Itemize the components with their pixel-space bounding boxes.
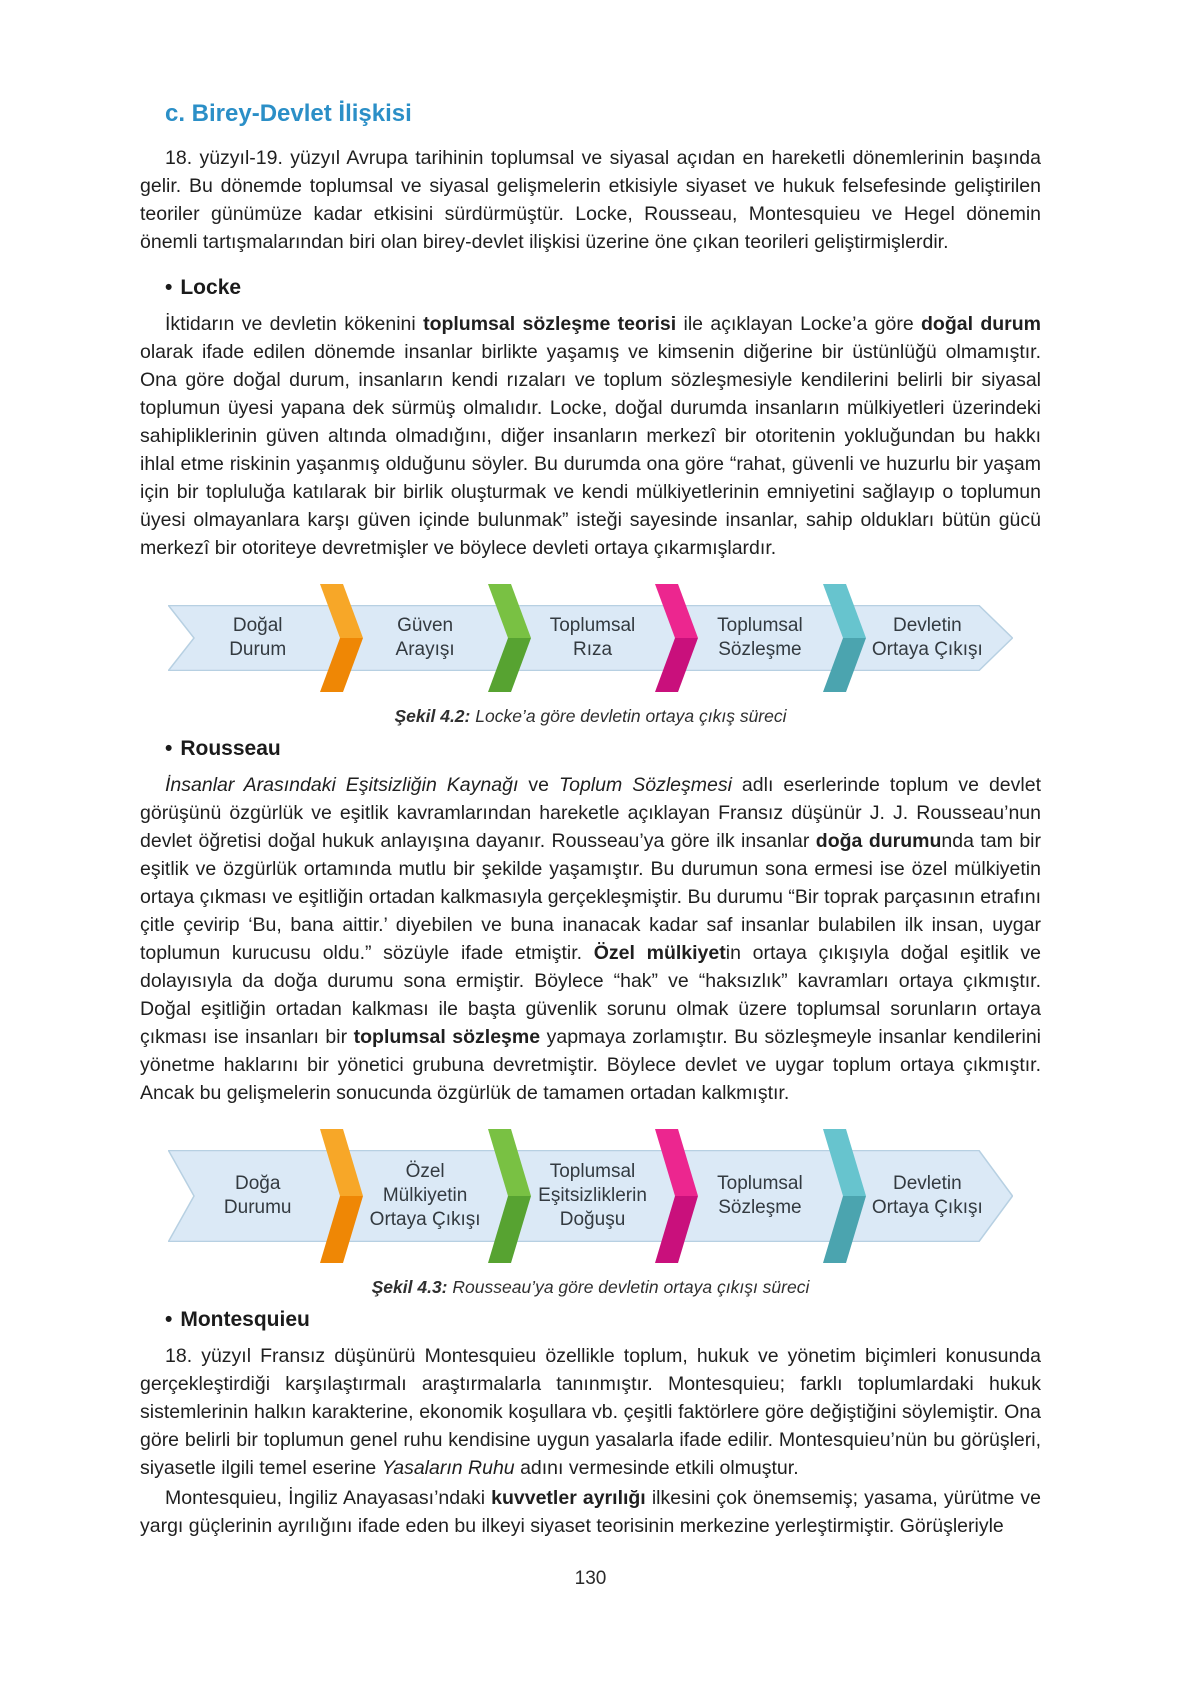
arrow-chevron-icon [317, 1129, 365, 1263]
bullet-icon: • [165, 276, 173, 299]
text-run: Montesquieu, İngiliz Anayasası’ndaki [165, 1487, 492, 1509]
text-run: olarak ifade edilen dönemde insanlar birlikte yaşamış ve kimsenin diğerine bir üstünlüğü olmamıştır. Ona göre doğal durum, insanların kendi rızaları ve toplum sözleşmesiyle kendilerini belirli bir siyasal toplumun üyesi yapana dek sürmüş olmalıdır. Locke, doğal durumda insanların mülkiyetleri üzerindeki sahipliklerinin güven altında olmadığını, diğer insanların merkezî bir otoritenin yokluğundan bu hakkı ihlal etme riskinin yaşanmış olduğunu söyler. Bu durumda ona göre “rahat, güvenli ve huzurlu bir yaşam için bir topluluğa katılarak bir birlik oluşturmak ve kendi mülkiyetlerinin emniyetini sağlayıp o toplumun üyesi olmayanlara karşı güven içinde bulunmak” isteği sayesinde insanlar, sahip oldukları bütün gücü merkezî bir otoriteye devretmişler ve böylece devleti ortaya çıkarmışlardır. [140, 341, 1041, 559]
bold-text: kuvvetler ayrılığı [491, 1487, 646, 1509]
figure-caption-text: Locke’a göre devletin ortaya çıkış süreci [470, 706, 787, 726]
flow-step-label: Özel Mülkiyetin Ortaya Çıkışı [369, 1161, 481, 1230]
figure-caption-text: Rousseau’ya göre devletin ortaya çıkışı süreci [447, 1277, 810, 1297]
text-run: nda tam bir eşitlik ve özgürlük ortamında mutlu bir şekilde yaşamıştır. Bu durumun sona ermesi ise özel mülkiyetin ortaya çıkması ve eşitliğin ortadan kalkmasıyla gerçekleşmiştir. Bu durumu “Bir toprak parçasının etrafını çitle çevirip ‘Bu, bana aittir.’ diyebilen ve buna inanacak kadar saf insanlar bulabilen ilk insan, uygar toplumun kurucusu oldu.” sözüyle ifade etmiştir. [140, 830, 1041, 964]
italic-text: Toplum Sözleşmesi [558, 774, 732, 796]
arrow-chevron-icon [652, 584, 700, 692]
heading-rousseau [165, 737, 1041, 761]
locke-paragraph [140, 310, 1041, 562]
heading-locke-label: Locke [180, 276, 242, 299]
rousseau-paragraph [140, 771, 1041, 1107]
page-number: 130 [574, 1568, 607, 1589]
text-run: in ortaya çıkışıyla doğal eşitlik ve dolayısıyla da doğa durumu sona ermiştir. Böylece “hak” ve “haksızlık” kavramları ortaya çıkmıştır. Doğal eşitliğin ortadan kalkması ile başta güvenlik sorunu olmak üzere toplumsal sorunların ortaya çıkması ise insanları bir [140, 942, 1042, 1048]
page-content [140, 100, 1041, 1542]
italic-text: Yasaların Ruhu [381, 1457, 515, 1479]
text-run: İktidarın ve devletin kökenini [165, 313, 424, 335]
flow-step-label: Güven Arayışı [395, 615, 455, 660]
heading-montesquieu-label: Montesquieu [180, 1308, 310, 1331]
italic-text: İnsanlar Arasındaki Eşitsizliğin Kaynağı [165, 774, 519, 796]
flow-step-label: Toplumsal Sözleşme [717, 615, 803, 660]
figure-caption-label: Şekil 4.3: [371, 1277, 448, 1297]
bold-text: toplumsal sözleşme teorisi [423, 313, 677, 335]
figure-locke-process [168, 584, 1013, 692]
text-run: 18. yüzyıl Fransız düşünürü Montesquieu özellikle toplum, hukuk ve yönetim biçimleri konusunda gerçekleştirdiği karşılaştırmalı araştırmalarla tanınmıştır. Montesquieu; farklı toplumlardaki hukuk sistemlerinin halkın karakterine, ekonomik koşullara vb. çeşitli faktörlere göre değiştiğini söylemiştir. Ona göre belirli bir toplumun genel ruhu kendisine uygun yasalarla ifade edilir. Montesquieu’nün bu görüşleri, siyasetle ilgili temel eserine [140, 1345, 1041, 1479]
figure-caption-4-2 [140, 706, 1041, 727]
flow-step-label: Toplumsal Rıza [549, 615, 636, 660]
text-run: adlı eserlerinde toplum ve devlet görüşünü özgürlük ve eşitlik kavramlarından hareketle açıklayan Fransız düşünür J. J. Rousseau’nun devlet öğretisi doğal hukuk anlayışına dayanır. Rousseau’ya göre ilk insanlar [140, 774, 1041, 852]
section-heading: c. Birey-Devlet İlişkisi [165, 100, 412, 127]
text-run: 18. yüzyıl-19. yüzyıl Avrupa tarihinin toplumsal ve siyasal açıdan en hareketli dönemlerinin başında gelir. Bu dönemde toplumsal ve siyasal gelişmelerin etkisiyle siyaset ve hukuk felsefesinde geliştirilen teoriler günümüze kadar etkisini sürdürmüştür. Locke, Rousseau, Montesquieu ve Hegel dönemin önemli tartışmalarından biri olan birey-devlet ilişkisi üzerine öne çıkan teorileri geliştirmişlerdir. [140, 147, 1041, 253]
bold-text: Özel mülkiyet [593, 942, 726, 964]
text-run: ve [518, 774, 559, 796]
figure-caption-4-3 [140, 1277, 1041, 1298]
montesquieu-paragraph-1 [140, 1342, 1041, 1482]
heading-montesquieu [165, 1308, 1041, 1332]
arrow-chevron-icon [317, 584, 365, 692]
heading-rousseau-label: Rousseau [180, 737, 281, 760]
heading-locke [165, 276, 1041, 300]
bullet-icon: • [165, 737, 173, 760]
text-run: ilkesini çok önemsemiş; yasama, yürütme ve yargı güçlerinin ayrılığını ifade eden bu ilkeyi siyaset teorisinin merkezine yerleştirmiştir. Görüşleriyle [140, 1487, 1041, 1537]
intro-paragraph [140, 144, 1041, 256]
arrow-chevron-icon [485, 1129, 533, 1263]
flow-step-label: Toplumsal Eşitsizliklerin Doğuşu [538, 1161, 647, 1230]
figure-rousseau-process [168, 1129, 1013, 1263]
flow-steps-row [168, 584, 1013, 692]
montesquieu-paragraph-2 [140, 1484, 1041, 1540]
figure-caption-label: Şekil 4.2: [394, 706, 471, 726]
flow-step-label: Devletin Ortaya Çıkışı [871, 615, 983, 660]
text-run: adını vermesinde etkili olmuştur. [514, 1457, 799, 1479]
flow-step-label: Devletin Ortaya Çıkışı [871, 1173, 983, 1218]
bold-text: doğa durumu [815, 830, 942, 852]
bold-text: doğal durum [921, 313, 1041, 335]
flow-step-label: Doğal Durum [229, 615, 287, 660]
bold-text: toplumsal sözleşme [353, 1026, 541, 1048]
text-run: yapmaya zorlamıştır. Bu sözleşmeyle insanlar kendilerini yönetme haklarını bir yönetici grubuna devretmiştir. Böylece devlet ve uygar toplum ortaya çıkmıştır. Ancak bu gelişmelerin sonucunda özgürlük de tamamen ortadan kalkmıştır. [140, 1026, 1042, 1104]
text-run: ile açıklayan Locke’a göre [676, 313, 921, 335]
arrow-chevron-icon [485, 584, 533, 692]
flow-step-label: Toplumsal Sözleşme [717, 1173, 803, 1218]
flow-step-label: Doğa Durumu [223, 1173, 292, 1218]
bullet-icon: • [165, 1308, 173, 1331]
arrow-chevron-icon [820, 584, 868, 692]
arrow-chevron-icon [820, 1129, 868, 1263]
arrow-chevron-icon [652, 1129, 700, 1263]
